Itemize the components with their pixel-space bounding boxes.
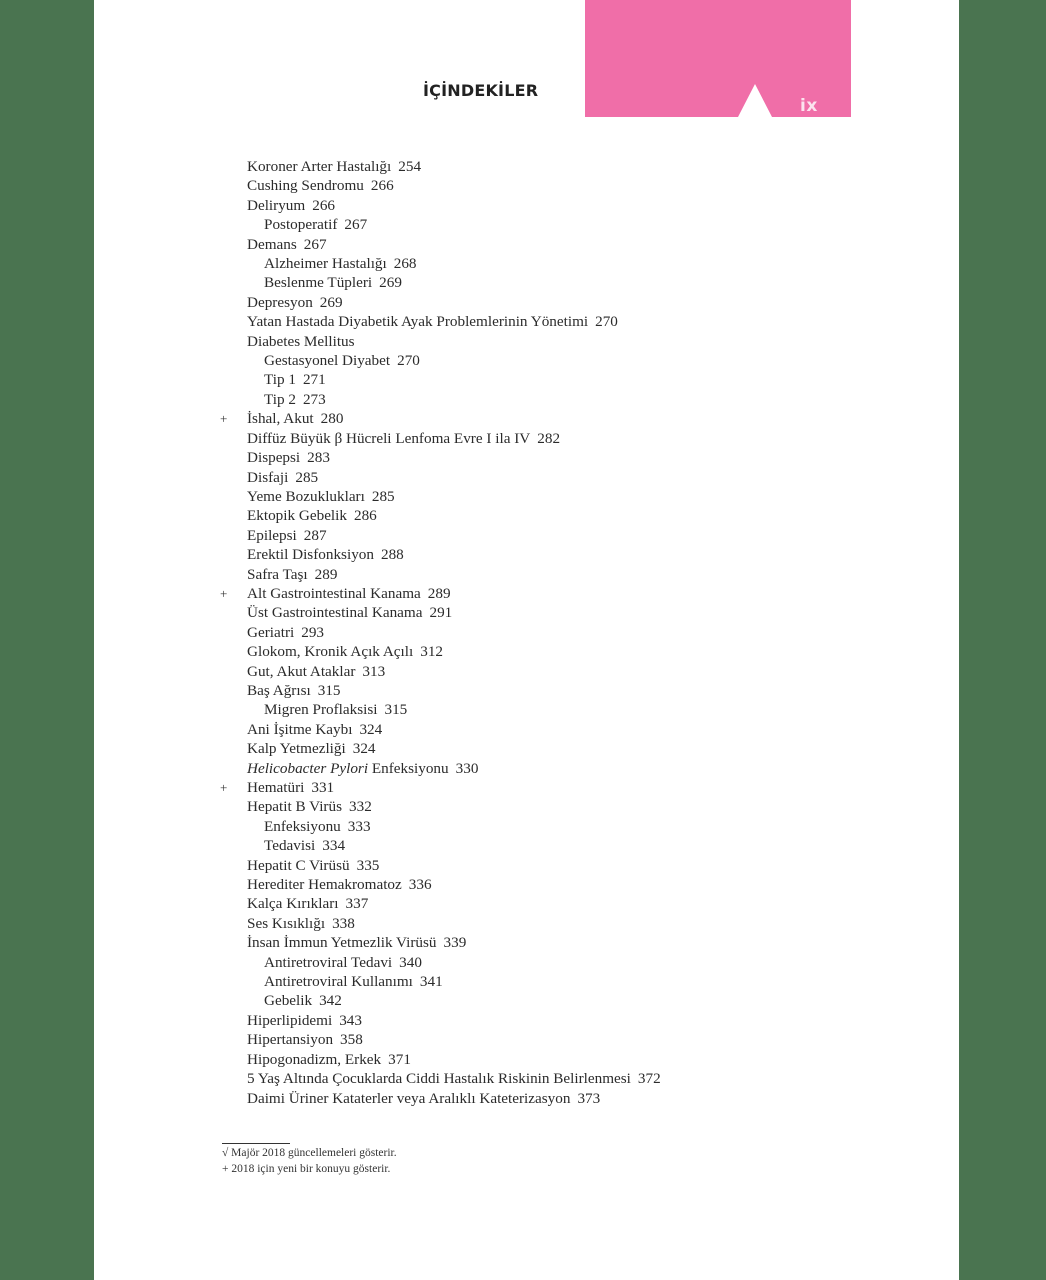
toc-entry-page: 289 — [314, 565, 338, 583]
toc-entry-label: Hepatit B Virüs — [247, 798, 342, 816]
toc-entry — [247, 739, 847, 758]
toc-entry-page: 340 — [399, 953, 422, 971]
toc-entry-page: 335 — [356, 856, 380, 874]
toc-entry-page: 267 — [344, 216, 368, 234]
toc-entry-page: 270 — [397, 352, 420, 370]
toc-entry-label: Hiperlipidemi — [247, 1011, 333, 1029]
toc-entry-label: Hipertansiyon — [247, 1031, 334, 1049]
toc-entry-page: 254 — [398, 158, 422, 175]
toc-entry-label: Tip 1 — [264, 371, 296, 389]
toc-entry-label: Geriatri — [247, 623, 295, 641]
toc-entry-page: 331 — [311, 779, 335, 796]
toc-entry-page: 288 — [380, 546, 404, 564]
toc-entry — [247, 254, 847, 273]
toc-entry-label: Postoperatif — [264, 216, 338, 234]
toc-entry-label: Cushing Sendromu — [247, 177, 364, 195]
page-number: ix — [800, 96, 818, 116]
toc-entry — [247, 681, 847, 700]
toc-entry-page: 266 — [312, 196, 335, 214]
toc-entry-label: Koroner Arter Hastalığı — [247, 158, 392, 175]
toc-entry-label: Ektopik Gebelik — [247, 507, 347, 525]
toc-entry-page: 273 — [302, 390, 326, 408]
toc-entry-label: Üst Gastrointestinal Kanama — [247, 604, 423, 622]
toc-entry-page: 371 — [388, 1050, 411, 1068]
toc-entry-label: Alzheimer Hastalığı — [264, 255, 387, 273]
toc-entry-page: 269 — [319, 293, 343, 311]
toc-entry-page: 280 — [320, 410, 344, 428]
toc-entry-page: 324 — [352, 740, 376, 758]
toc-entry-label: Tedavisi — [264, 837, 316, 855]
toc-entry — [247, 1050, 847, 1069]
toc-entry-page: 372 — [637, 1070, 661, 1088]
toc-entry — [247, 1030, 847, 1049]
toc-entry-label: Beslenme Tüpleri — [264, 274, 373, 292]
toc-entry — [247, 312, 847, 331]
toc-entry — [247, 700, 847, 719]
toc-entry-page: 336 — [408, 876, 432, 894]
toc-entry — [247, 817, 847, 836]
toc-entry-page: 313 — [362, 662, 386, 680]
toc-entry-label: Safra Taşı — [247, 565, 308, 583]
toc-entry-label: Baş Ağrısı — [247, 681, 311, 699]
toc-entry-label: Antiretroviral Kullanımı — [264, 973, 413, 991]
toc-entry-label: Yatan Hastada Diyabetik Ayak Problemlerinin Yönetimi — [247, 313, 589, 331]
toc-entry-page: 269 — [379, 274, 402, 292]
toc-entry-page: 271 — [302, 371, 326, 389]
toc-entry-page: 315 — [317, 681, 341, 699]
toc-entry — [247, 468, 847, 487]
toc-entry-page: 285 — [295, 468, 319, 486]
toc-entry-label: Deliryum — [247, 196, 306, 214]
toc-entry-page: 291 — [429, 604, 453, 622]
toc-entry-label: Hepatit C Virüsü — [247, 856, 350, 874]
footnote-divider — [222, 1143, 290, 1144]
toc-entry-label: Depresyon — [247, 293, 313, 311]
toc-entry — [220, 409, 847, 428]
toc-entry-label: Kalça Kırıkları — [247, 895, 339, 913]
toc-entry — [247, 370, 847, 389]
toc-entry — [247, 603, 847, 622]
toc-entry-page: 341 — [419, 973, 443, 991]
toc-entry-page: 334 — [322, 837, 346, 855]
toc-entry-label: Alt Gastrointestinal Kanama — [247, 584, 421, 602]
toc-entry-page: 286 — [353, 507, 377, 525]
toc-entry-page: 330 — [455, 759, 479, 777]
new-topic-marker-icon: + — [220, 411, 228, 427]
toc-entry-page: 343 — [339, 1011, 362, 1029]
toc-entry-label: Hipogonadizm, Erkek — [247, 1050, 382, 1068]
toc-entry — [220, 584, 847, 603]
toc-entry-label: Gut, Akut Ataklar — [247, 662, 356, 680]
toc-entry-label: Dispepsi — [247, 449, 301, 467]
toc-entry-label: Demans — [247, 235, 297, 253]
toc-entry-label: İshal, Akut — [247, 410, 314, 428]
toc-entry — [247, 797, 847, 816]
table-of-contents — [220, 157, 847, 1108]
toc-entry-label: Yeme Bozuklukları — [247, 487, 365, 505]
toc-entry — [247, 894, 847, 913]
toc-entry-label: Enfeksiyonu — [371, 759, 449, 777]
toc-entry-label: Ses Kısıklığı — [247, 914, 326, 932]
toc-entry — [247, 448, 847, 467]
toc-entry-label: Tip 2 — [264, 390, 296, 408]
toc-entry-page: 285 — [371, 487, 395, 505]
toc-entry-label: Glokom, Kronik Açık Açılı — [247, 643, 414, 661]
toc-entry-page: 333 — [347, 817, 371, 835]
toc-entry — [247, 623, 847, 642]
toc-entry — [247, 526, 847, 545]
toc-entry-page: 332 — [349, 798, 372, 816]
toc-entry-page: 342 — [319, 992, 342, 1010]
toc-entry-page: 358 — [340, 1031, 363, 1049]
toc-entry-page: 270 — [595, 313, 618, 331]
toc-entry-label: Enfeksiyonu — [264, 817, 341, 835]
footnotes — [222, 1145, 397, 1177]
toc-entry-label: Herediter Hemakromatoz — [247, 876, 402, 894]
toc-entry — [247, 215, 847, 234]
toc-entry-page: 266 — [370, 177, 394, 195]
document-page — [94, 0, 959, 1280]
toc-entry-label: Gebelik — [264, 992, 313, 1010]
toc-entry — [247, 991, 847, 1010]
toc-entry — [247, 565, 847, 584]
toc-entry-label: Disfaji — [247, 468, 289, 486]
tab-notch-triangle-icon — [738, 84, 772, 117]
toc-entry-page: 283 — [307, 449, 330, 467]
toc-entry-label: Epilepsi — [247, 526, 297, 544]
toc-entry — [247, 176, 847, 195]
toc-entry — [247, 390, 847, 409]
toc-entry-page: 373 — [577, 1089, 601, 1107]
toc-entry — [220, 778, 847, 797]
toc-entry — [247, 836, 847, 855]
toc-entry — [247, 351, 847, 370]
toc-entry-label-italic: Helicobacter Pylori — [247, 759, 369, 777]
toc-entry — [247, 506, 847, 525]
toc-entry-page: 282 — [537, 429, 561, 447]
toc-entry — [247, 273, 847, 292]
toc-entry — [247, 235, 847, 254]
toc-entry — [247, 933, 847, 952]
toc-entry — [247, 429, 847, 448]
toc-entry-page: 339 — [443, 934, 467, 952]
toc-entry — [247, 1069, 847, 1088]
toc-entry-page: 337 — [345, 895, 369, 913]
toc-entry — [247, 972, 847, 991]
toc-entry-label: Kalp Yetmezliği — [247, 740, 346, 758]
footnote-new-topic: + 2018 için yeni bir konuyu gösterir. — [222, 1163, 391, 1175]
toc-entry-page: 289 — [427, 584, 451, 602]
toc-entry-label: Hematüri — [247, 779, 305, 796]
toc-entry — [247, 293, 847, 312]
toc-entry — [247, 487, 847, 506]
toc-entry — [247, 157, 847, 176]
toc-entry-label: Gestasyonel Diyabet — [264, 352, 391, 370]
toc-entry-label: Diffüz Büyük β Hücreli Lenfoma Evre I ila IV — [247, 429, 531, 447]
toc-entry-label: Migren Proflaksisi — [264, 701, 378, 719]
toc-entry — [247, 642, 847, 661]
toc-entry-page: 287 — [303, 526, 327, 544]
footnote-major-updates: √ Majör 2018 güncellemeleri gösterir. — [222, 1147, 397, 1159]
toc-entry-page: 293 — [301, 623, 325, 641]
toc-entry — [247, 1089, 847, 1108]
toc-entry — [247, 720, 847, 739]
toc-entry — [247, 914, 847, 933]
toc-entry-page: 267 — [303, 235, 327, 253]
toc-entry-page: 338 — [332, 914, 355, 932]
toc-entry-label: Diabetes Mellitus — [247, 332, 355, 350]
toc-entry — [247, 875, 847, 894]
toc-entry-page: 324 — [359, 720, 383, 738]
toc-entry-label: İnsan İmmun Yetmezlik Virüsü — [247, 934, 437, 952]
new-topic-marker-icon: + — [220, 585, 228, 601]
toc-entry — [247, 1011, 847, 1030]
toc-entry — [247, 662, 847, 681]
toc-entry — [247, 196, 847, 215]
toc-entry — [247, 332, 847, 351]
toc-entry-label: Antiretroviral Tedavi — [264, 953, 393, 971]
page-title: İÇİNDEKİLER — [423, 81, 539, 100]
toc-entry-label: Daimi Üriner Kataterler veya Aralıklı Kateterizasyon — [247, 1089, 571, 1107]
toc-entry-page: 312 — [420, 643, 443, 661]
toc-entry — [247, 545, 847, 564]
toc-entry — [247, 856, 847, 875]
toc-entry-label: 5 Yaş Altında Çocuklarda Ciddi Hastalık Riskinin Belirlenmesi — [247, 1070, 631, 1088]
toc-entry-page: 315 — [384, 701, 408, 719]
toc-entry-label: Erektil Disfonksiyon — [247, 546, 374, 564]
new-topic-marker-icon: + — [220, 780, 228, 795]
toc-entry-page: 268 — [393, 255, 417, 273]
toc-entry — [247, 953, 847, 972]
toc-entry — [247, 759, 847, 778]
toc-entry-label: Ani İşitme Kaybı — [247, 720, 353, 738]
